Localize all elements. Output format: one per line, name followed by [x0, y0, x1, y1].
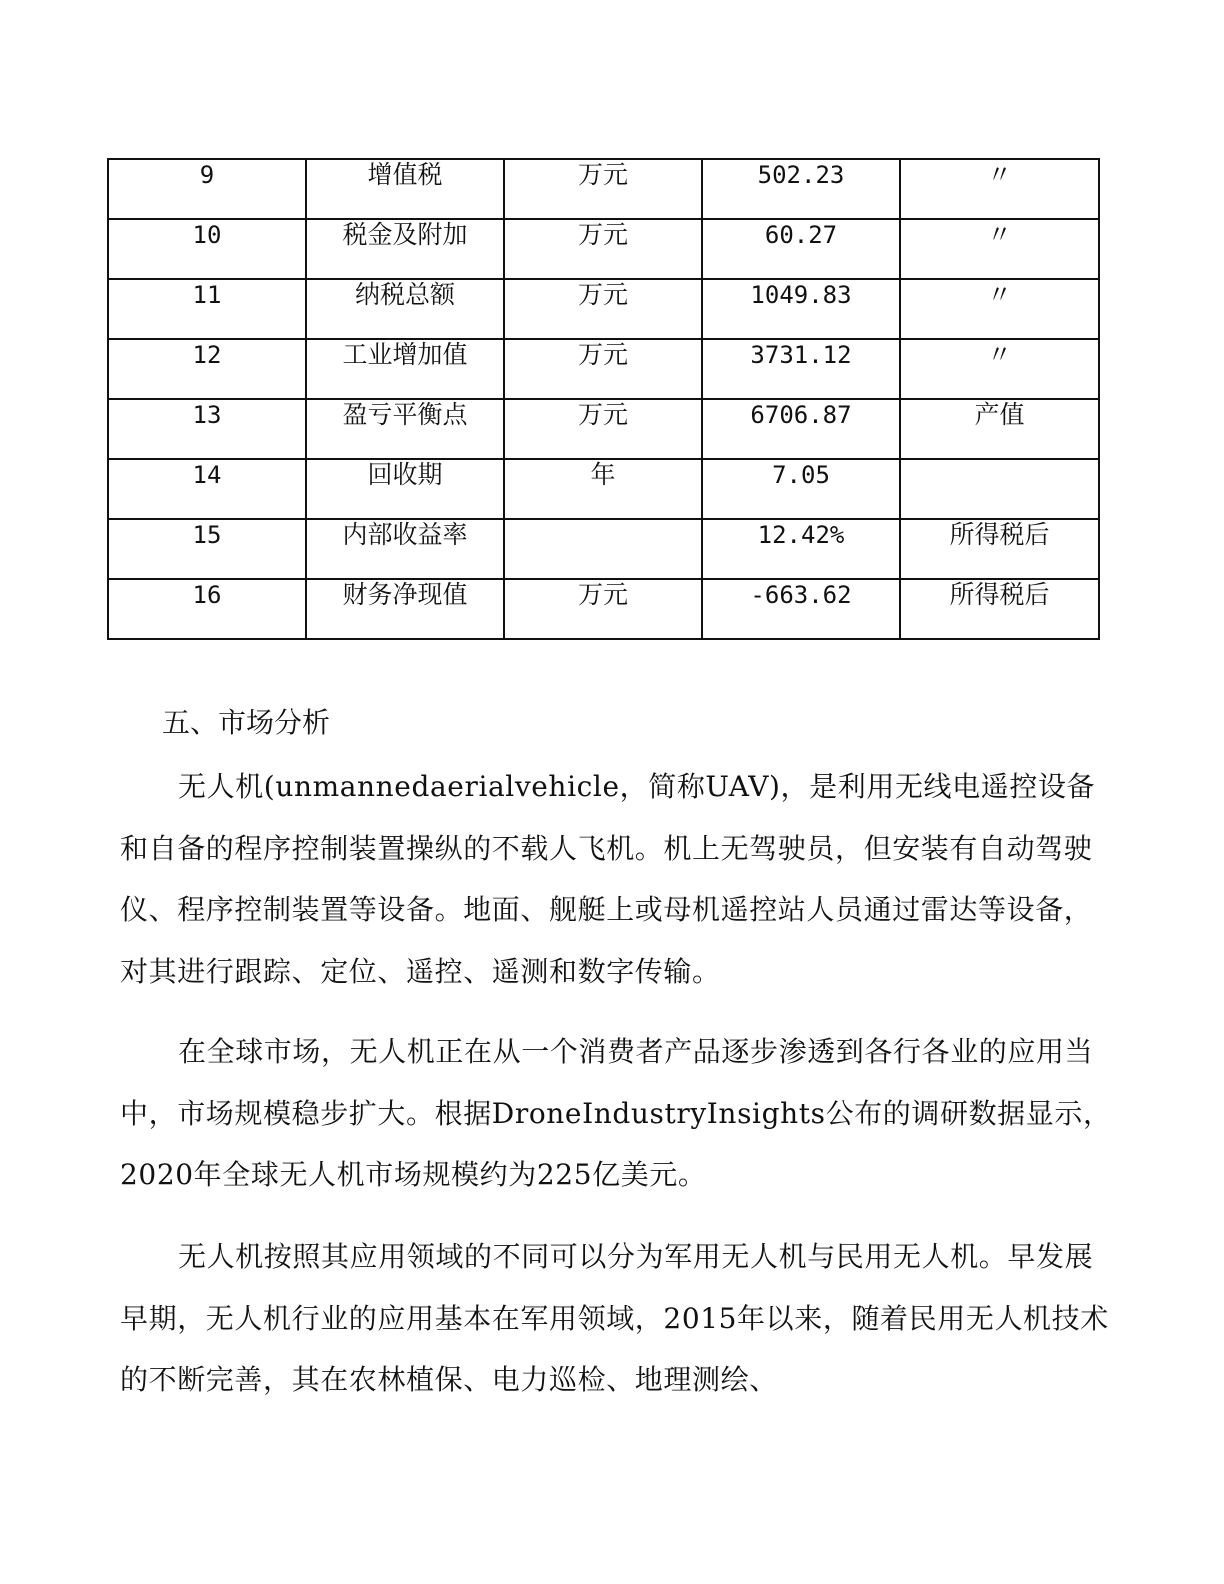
table-row [108, 279, 1099, 339]
section-heading: 五、市场分析 [162, 706, 331, 739]
table-row [108, 219, 1099, 279]
table-row [108, 339, 1099, 399]
value-cell: 3731.12 [702, 339, 900, 399]
row-number-cell: 13 [108, 399, 306, 459]
item-name-cell: 增值税 [306, 159, 504, 219]
table-row [108, 459, 1099, 519]
value-cell: 7.05 [702, 459, 900, 519]
note-cell: 〃 [900, 219, 1099, 279]
row-number-cell: 16 [108, 579, 306, 639]
unit-cell: 万元 [504, 339, 702, 399]
row-number-cell: 11 [108, 279, 306, 339]
row-number-cell: 12 [108, 339, 306, 399]
table-row [108, 159, 1099, 219]
item-name-cell: 纳税总额 [306, 279, 504, 339]
paragraph-text: 无人机(unmannedaerialvehicle，简称UAV)，是利用无线电遥控设备和自备的程序控制装置操纵的不载人飞机。机上无驾驶员，但安装有自动驾驶仪、程序控制装置等设备。地面、舰艇上或母机遥控站人员通过雷达等设备，对其进行跟踪、定位、遥控、遥测和数字传输。 [120, 770, 1096, 988]
financial-indicators-table [107, 158, 1100, 640]
note-cell: 所得税后 [900, 579, 1099, 639]
unit-cell [504, 519, 702, 579]
note-cell [900, 459, 1099, 519]
paragraph-text: 无人机按照其应用领域的不同可以分为军用无人机与民用无人机。早发展早期，无人机行业的应用基本在军用领域，2015年以来，随着民用无人机技术的不断完善，其在农林植保、电力巡检、地理测绘、 [120, 1240, 1109, 1396]
paragraph-text: 在全球市场，无人机正在从一个消费者产品逐步渗透到各行各业的应用当中，市场规模稳步扩大。根据DroneIndustryInsights公布的调研数据显示，2020年全球无人机市场规模约为225亿美元。 [120, 1035, 1112, 1191]
row-number-cell: 14 [108, 459, 306, 519]
note-cell: 〃 [900, 159, 1099, 219]
value-cell: 12.42% [702, 519, 900, 579]
item-name-cell: 内部收益率 [306, 519, 504, 579]
item-name-cell: 税金及附加 [306, 219, 504, 279]
unit-cell: 年 [504, 459, 702, 519]
value-cell: 502.23 [702, 159, 900, 219]
row-number-cell: 15 [108, 519, 306, 579]
item-name-cell: 财务净现值 [306, 579, 504, 639]
note-cell: 〃 [900, 339, 1099, 399]
note-cell: 〃 [900, 279, 1099, 339]
note-cell: 产值 [900, 399, 1099, 459]
row-number-cell: 9 [108, 159, 306, 219]
item-name-cell: 工业增加值 [306, 339, 504, 399]
item-name-cell: 盈亏平衡点 [306, 399, 504, 459]
paragraph-global-market [120, 1021, 1120, 1206]
value-cell: 1049.83 [702, 279, 900, 339]
table-row [108, 579, 1099, 639]
unit-cell: 万元 [504, 219, 702, 279]
paragraph-uav-classification [120, 1226, 1120, 1411]
item-name-cell: 回收期 [306, 459, 504, 519]
value-cell: 60.27 [702, 219, 900, 279]
table-row [108, 399, 1099, 459]
row-number-cell: 10 [108, 219, 306, 279]
value-cell: -663.62 [702, 579, 900, 639]
unit-cell: 万元 [504, 159, 702, 219]
note-cell: 所得税后 [900, 519, 1099, 579]
unit-cell: 万元 [504, 579, 702, 639]
value-cell: 6706.87 [702, 399, 900, 459]
table-row [108, 519, 1099, 579]
unit-cell: 万元 [504, 399, 702, 459]
paragraph-uav-definition [120, 756, 1120, 1002]
unit-cell: 万元 [504, 279, 702, 339]
